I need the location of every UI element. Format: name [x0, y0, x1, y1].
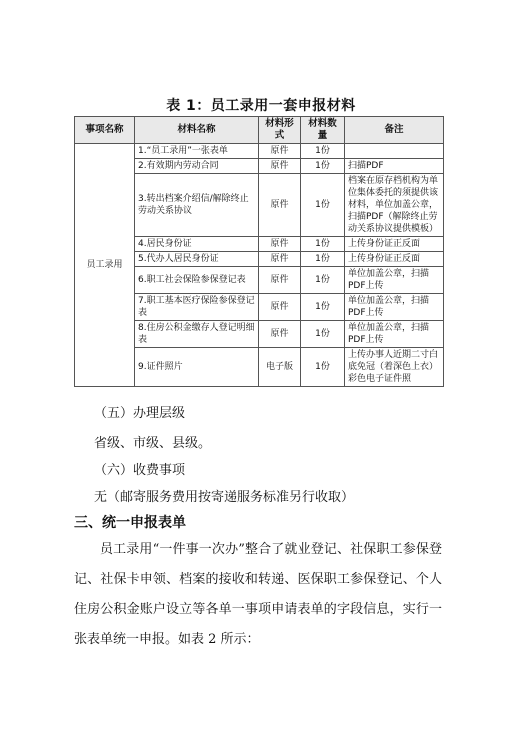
material-note: 档案在原存档机构为单位集体委托的须提供该材料，单位加盖公章，扫描PDF（解除终止劳动关系协议提供模板）	[345, 174, 444, 237]
material-note	[345, 144, 444, 159]
material-name: 5.代办人居民身份证	[135, 252, 259, 267]
material-note: 单位加盖公章，扫描PDF上传	[345, 321, 444, 348]
material-form: 原件	[259, 144, 301, 159]
material-qty: 1份	[301, 267, 345, 294]
material-form: 原件	[259, 174, 301, 237]
header-material-qty: 材料数量	[301, 117, 345, 144]
table-title: 表 1：员工录用一套申报材料	[166, 98, 356, 114]
material-name: 3.转出档案介绍信/解除终止劳动关系协议	[135, 174, 259, 237]
material-qty: 1份	[301, 237, 345, 252]
material-qty: 1份	[301, 252, 345, 267]
section3-paragraph	[74, 535, 442, 655]
material-form: 原件	[259, 159, 301, 174]
material-note: 上传身份证正反面	[345, 252, 444, 267]
material-note: 单位加盖公章，扫描PDF上传	[345, 267, 444, 294]
material-name: 8.住房公积金缴存人登记明细表	[135, 321, 259, 348]
material-qty: 1份	[301, 144, 345, 159]
section3-heading: 三、统一申报表单	[74, 515, 186, 531]
material-form: 电子版	[259, 348, 301, 387]
material-qty: 1份	[301, 294, 345, 321]
material-form: 原件	[259, 237, 301, 252]
material-form: 原件	[259, 294, 301, 321]
material-qty: 1份	[301, 321, 345, 348]
section6-heading: （六）收费事项	[94, 463, 186, 478]
material-name: 1.“员工录用”一张表单	[135, 144, 259, 159]
section5-heading: （五）办理层级	[94, 406, 186, 421]
material-form: 原件	[259, 252, 301, 267]
category-cell: 员工录用	[75, 144, 135, 387]
material-note: 单位加盖公章，扫描PDF上传	[345, 294, 444, 321]
section3-text: 员工录用“一件事一次办”整合了就业登记、社保职工参保登记、社保卡申领、档案的接收和转递、医保职工参保登记、个人住房公积金账户设立等各单一事项申请表单的字段信息，实行一张表单统一申报。如表 2 所示：	[74, 542, 442, 647]
material-name: 2.有效期内劳动合同	[135, 159, 259, 174]
material-name: 7.职工基本医疗保险参保登记表	[135, 294, 259, 321]
material-name: 4.居民身份证	[135, 237, 259, 252]
header-material-form: 材料形式	[259, 117, 301, 144]
material-note: 扫描PDF	[345, 159, 444, 174]
material-qty: 1份	[301, 348, 345, 387]
material-name: 9.证件照片	[135, 348, 259, 387]
material-qty: 1份	[301, 159, 345, 174]
table-header-row	[75, 117, 444, 144]
section5-text: 省级、市级、县级。	[94, 436, 212, 451]
section6-text: 无（邮寄服务费用按寄递服务标准另行收取）	[94, 490, 355, 505]
table-row	[75, 144, 444, 159]
material-name: 6.职工社会保险参保登记表	[135, 267, 259, 294]
material-form: 原件	[259, 321, 301, 348]
header-material-name: 材料名称	[135, 117, 259, 144]
materials-table	[74, 116, 444, 387]
material-form: 原件	[259, 267, 301, 294]
material-note: 上传身份证正反面	[345, 237, 444, 252]
header-note: 备注	[345, 117, 444, 144]
material-qty: 1份	[301, 174, 345, 237]
material-note: 上传办事人近期二寸白底免冠（着深色上衣）彩色电子证件照	[345, 348, 444, 387]
header-item-name: 事项名称	[75, 117, 135, 144]
